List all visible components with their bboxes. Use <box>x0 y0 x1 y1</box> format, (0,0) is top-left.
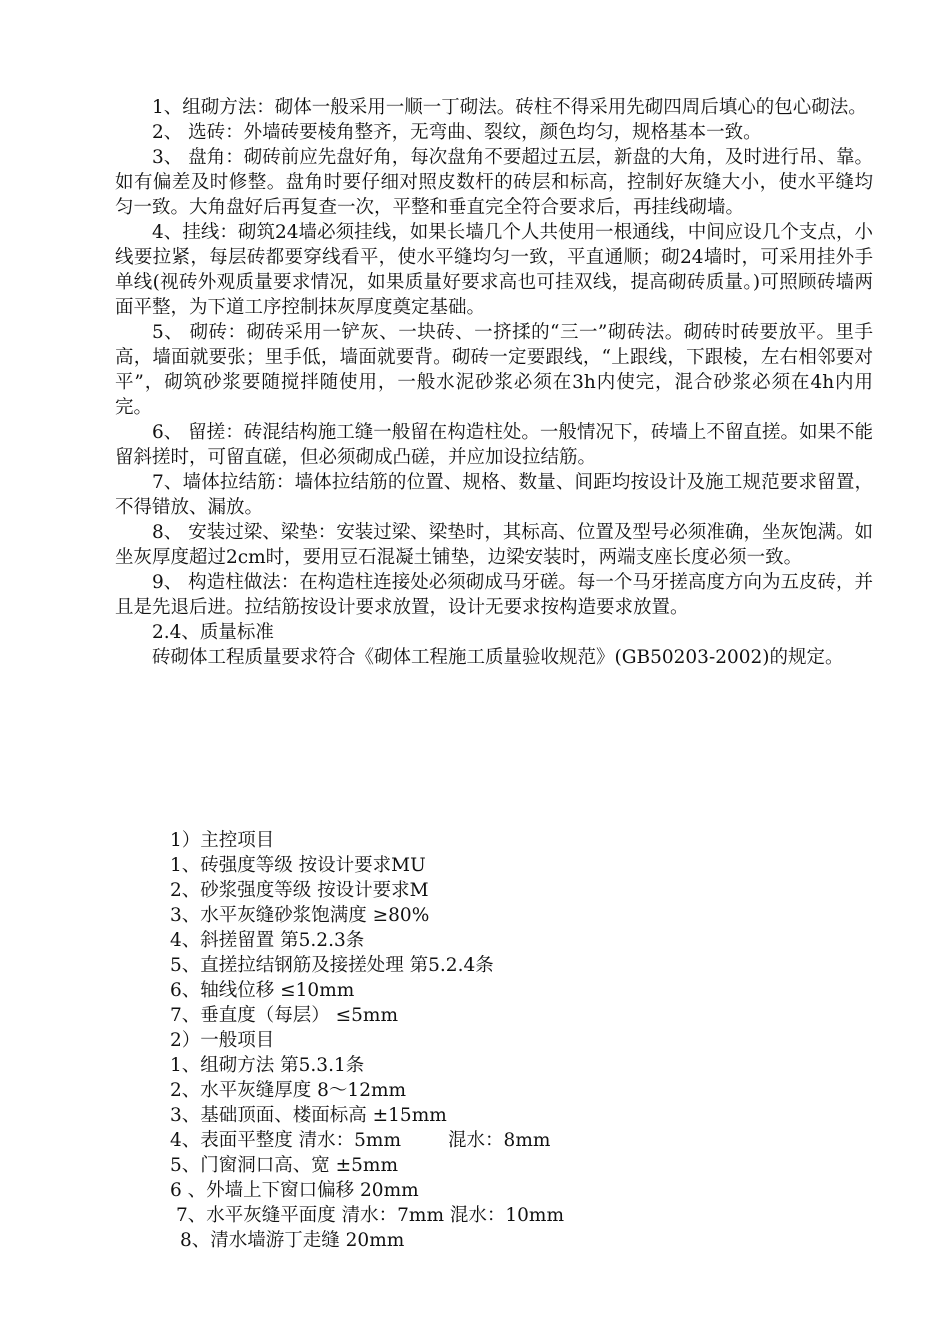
list-item: 6 、外墙上下窗口偏移 20mm <box>170 1180 419 1201</box>
list-item: 2、砂浆强度等级 按设计要求M <box>170 880 429 901</box>
list-item: 3、水平灰缝砂浆饱满度 ≥80% <box>170 905 430 926</box>
document-body <box>115 95 873 1251</box>
paragraph-string-line: 4、挂线：砌筑24墙必须挂线，如果长墙几个人共使用一根通线，中间应设几个支点，小线要拉紧，每层砖都要穿线看平，使水平缝均匀一致，平直通顺；砌24墙时，可采用挂外手单线(视砖外观质量要求情况，如果质量好要求高也可挂双线，提高砌砖质量。)可照顾砖墙两面平整，为下道工序控制抹灰厚度奠定基础。 <box>115 222 873 318</box>
list-item: 4、斜搓留置 第5.2.3条 <box>170 930 365 951</box>
list-item: 5、门窗洞口高、宽 ±5mm <box>170 1155 399 1176</box>
list-item: 2、水平灰缝厚度 8～12mm <box>170 1080 407 1101</box>
list-item: 1、砖强度等级 按设计要求MU <box>170 855 426 876</box>
paragraph-lintels: 8、 安装过梁、梁垫：安装过梁、梁垫时，其标高、位置及型号必须准确，坐灰饱满。如坐灰厚度超过2cm时，要用豆石混凝土铺垫，边梁安装时，两端支座长度必须一致。 <box>115 522 873 568</box>
section-heading-quality: 2.4、质量标准 <box>152 622 274 643</box>
list-item: 7、垂直度（每层） ≤5mm <box>170 1005 399 1026</box>
general-heading: 2）一般项目 <box>170 1030 275 1051</box>
paragraph-masonry-method: 1、组砌方法：砌体一般采用一顺一丁砌法。砖柱不得采用先砌四周后填心的包心砌法。 <box>152 97 867 118</box>
quality-items-list <box>115 828 875 1253</box>
list-item: 5、直搓拉结钢筋及接搓处理 第5.2.4条 <box>170 955 494 976</box>
list-item: 8、清水墙游丁走缝 20mm <box>180 1230 405 1251</box>
paragraph-corner-laying: 3、 盘角：砌砖前应先盘好角，每次盘角不要超过五层，新盘的大角，及时进行吊、靠。如有偏差及时修整。盘角时要仔细对照皮数杆的砖层和标高，控制好灰缝大小，使水平缝均匀一致。大角盘好后再复查一次，平整和垂直完全符合要求后，再挂线砌墙。 <box>115 147 873 218</box>
paragraph-quality-standard: 砖砌体工程质量要求符合《砌体工程施工质量验收规范》(GB50203-2002)的规定。 <box>152 647 844 668</box>
paragraph-structural-column: 9、 构造柱做法：在构造柱连接处必须砌成马牙磋。每一个马牙搓高度方向为五皮砖，并且是先退后进。拉结筋按设计要求放置，设计无要求按构造要求放置。 <box>115 572 873 618</box>
paragraph-bricklaying: 5、 砌砖：砌砖采用一铲灰、一块砖、一挤揉的“三一”砌砖法。砌砖时砖要放平。里手高，墙面就要张；里手低，墙面就要背。砌砖一定要跟线，“上跟线，下跟棱，左右相邻要对平”，砌筑砂浆要随搅拌随使用，一般水泥砂浆必须在3h内使完，混合砂浆必须在4h内用完。 <box>115 322 873 418</box>
list-item: 3、基础顶面、楼面标高 ±15mm <box>170 1105 447 1126</box>
paragraph-tie-bars: 7、墙体拉结筋：墙体拉结筋的位置、规格、数量、间距均按设计及施工规范要求留置，不得错放、漏放。 <box>115 472 873 518</box>
list-item: 1、组砌方法 第5.3.1条 <box>170 1055 365 1076</box>
list-item: 4、表面平整度 清水：5mm 混水：8mm <box>170 1130 551 1151</box>
paragraph-brick-selection: 2、 选砖：外墙砖要棱角整齐，无弯曲、裂纹，颜色均匀，规格基本一致。 <box>152 122 762 143</box>
list-item: 7、水平灰缝平面度 清水：7mm 混水：10mm <box>176 1205 565 1226</box>
paragraph-toothing: 6、 留搓：砖混结构施工缝一般留在构造柱处。一般情况下，砖墙上不留直搓。如果不能留斜搓时，可留直磋，但必须砌成凸磋，并应加设拉结筋。 <box>115 422 873 468</box>
main-control-heading: 1）主控项目 <box>170 830 275 851</box>
list-item: 6、轴线位移 ≤10mm <box>170 980 355 1001</box>
